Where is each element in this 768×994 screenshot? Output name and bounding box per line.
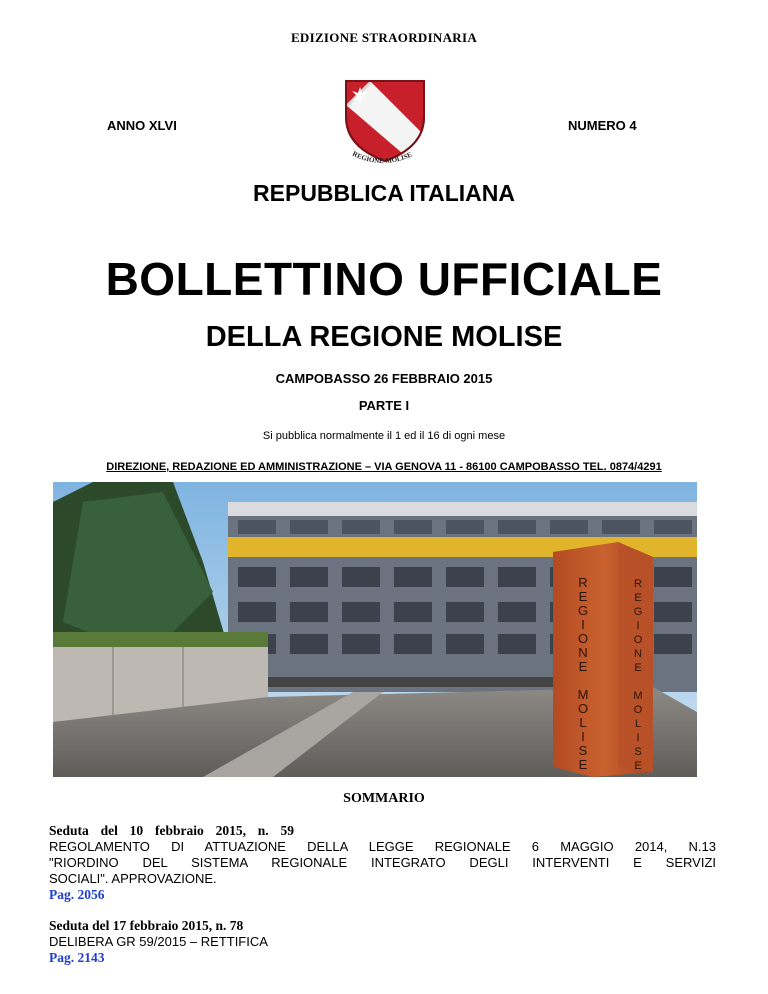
sign-letter: O [577, 701, 589, 716]
sign-letter: S [634, 746, 642, 758]
sign-letter: I [581, 617, 585, 632]
numero-label: NUMERO 4 [568, 118, 637, 133]
sign-letter: N [578, 645, 588, 660]
headquarters-photo [53, 482, 697, 777]
entry-title-line: DELIBERA GR 59/2015 – RETTIFICA [49, 934, 268, 949]
sign-letter: E [634, 662, 642, 674]
entry-title-line: SOCIALI". APPROVAZIONE. [49, 871, 217, 886]
sign-letter: O [633, 704, 643, 716]
sign-letter: L [579, 715, 587, 730]
sign-letter: L [634, 718, 642, 730]
sommario-entry [49, 918, 716, 966]
sign-letter: R [634, 578, 642, 590]
dateline: CAMPOBASSO 26 FEBBRAIO 2015 [275, 371, 493, 386]
sign-letter: R [578, 575, 588, 590]
sign-letter: S [578, 743, 588, 758]
sign-letter: M [633, 690, 643, 702]
anno-label: ANNO XLVI [107, 118, 177, 133]
sign-letter: E [634, 592, 642, 604]
bulletin-title: BOLLETTINO UFFICIALE [105, 253, 663, 305]
republic-title: REPUBBLICA ITALIANA [253, 180, 515, 206]
regione-molise-crest-icon [332, 75, 438, 181]
sign-letter: E [578, 757, 588, 772]
sign-letter: O [577, 631, 589, 646]
edition-label: EDIZIONE STRAORDINARIA [290, 30, 478, 45]
entry-page-link[interactable]: Pag. 2056 [49, 887, 105, 902]
entry-session: Seduta del 10 febbraio 2015, n. 59 [49, 823, 294, 838]
sign-letter: N [634, 648, 642, 660]
sign-letter: I [581, 729, 585, 744]
sommario-heading: SOMMARIO [343, 791, 425, 806]
sign-letter: O [633, 634, 643, 646]
region-subtitle: DELLA REGIONE MOLISE [205, 321, 563, 353]
sommario-entry [49, 823, 716, 903]
entry-title-line: REGOLAMENTO DI ATTUAZIONE DELLA LEGGE REGIONALE 6 MAGGIO 2014, N.13 [49, 839, 716, 854]
direzione-address: DIREZIONE, REDAZIONE ED AMMINISTRAZIONE – VIA GENOVA 11 - 86100 CAMPOBASSO TEL. 0874/4291 [106, 461, 662, 473]
sign-letter: E [634, 760, 642, 772]
sign-letter: E [578, 659, 588, 674]
entry-page-link[interactable]: Pag. 2143 [49, 950, 105, 965]
sign-letter: G [577, 603, 589, 618]
entry-title [49, 934, 716, 950]
entry-session: Seduta del 17 febbraio 2015, n. 78 [49, 918, 244, 933]
crest-label: REGIONE MOLISE [351, 149, 414, 166]
parte-label: PARTE I [358, 398, 410, 413]
sign-letter: I [636, 732, 640, 744]
sign-letter: G [633, 606, 643, 618]
publication-frequency: Si pubblica normalmente il 1 ed il 16 di ogni mese [262, 430, 506, 442]
entry-title [49, 839, 716, 887]
sign-letter: E [578, 589, 588, 604]
sign-letter: I [636, 620, 640, 632]
sign-letter: M [577, 687, 589, 702]
entry-title-line: "RIORDINO DEL SISTEMA REGIONALE INTEGRATO DEGLI INTERVENTI E SERVIZI [49, 855, 716, 870]
